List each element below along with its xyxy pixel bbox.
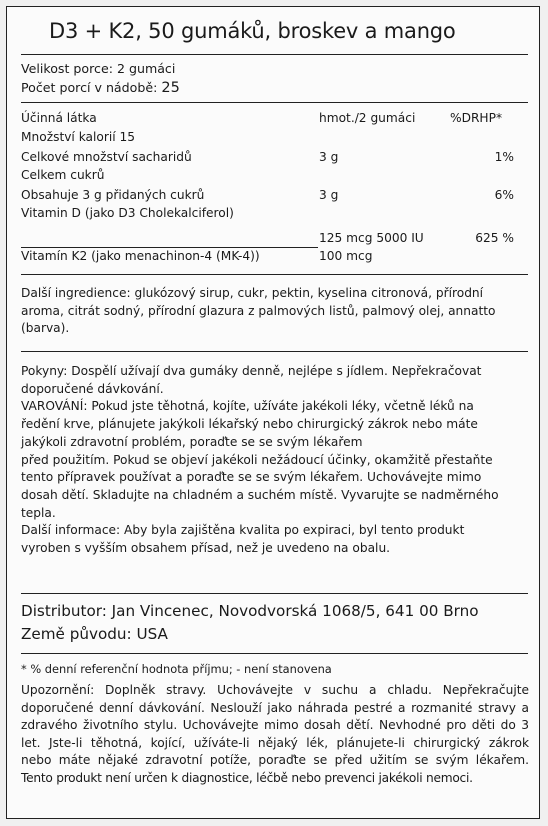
servings-value: 25: [161, 80, 180, 96]
distributor-line: Distributor: Jan Vincenec, Novodvorská 1068/5, 641 00 Brno: [21, 602, 479, 620]
notice-line: let. Jste-li těhotná, kojící, užíváte-li nějaký lék, plánujete-li chirurgický zákrok: [21, 735, 529, 750]
supplement-label: [6, 6, 540, 819]
nutrient-amount: 100 mcg: [319, 249, 373, 263]
servings-per-container: [21, 81, 180, 95]
divider: [21, 102, 528, 103]
instructions: [21, 363, 529, 558]
serving-size: Velikost porce: 2 gumáci: [21, 61, 176, 76]
notice-line: nebo máte nějaké zdravotní potíže, poraďte se před užitím se svým lékařem.: [21, 753, 529, 768]
nutrient-drhp: 625 %: [475, 231, 514, 245]
product-title: D3 + K2, 50 gumáků, broskev a mango: [49, 19, 456, 43]
divider: [21, 54, 528, 55]
notice-line: zdravého životního stylu. Uchovávejte mimo dosah dětí. Nevhodné pro děti do 3: [21, 718, 529, 733]
divider: [21, 593, 528, 594]
instructions-line: Pokyny: Dospělí užívají dva gumáky denně, nejlépe s jídlem. Nepřekračovat: [21, 364, 482, 378]
nutrient-amount: 3 g: [319, 150, 339, 164]
divider: [21, 274, 528, 275]
notice-line: Upozornění: Doplněk stravy. Uchovávejte v suchu a chladu. Nepřekračujte: [21, 683, 529, 697]
ingredients-line: (barva).: [21, 321, 70, 336]
divider: [21, 351, 528, 352]
instructions-line: VAROVÁNÍ: Pokud jste těhotná, kojíte, užíváte jakékoli léky, včetně léků na: [21, 399, 474, 414]
divider: [21, 247, 318, 248]
notice-line: doporučené denní dávkování. Neslouží jako náhrada pestré a rozmanité stravy a: [21, 700, 529, 715]
notice: [21, 682, 529, 788]
other-ingredients: [21, 285, 529, 338]
nutrient-name: Vitamin D (jako D3 Cholekalciferol): [21, 206, 234, 220]
nutrient-drhp: 1%: [494, 150, 514, 164]
header-drhp: %DRHP*: [450, 111, 503, 125]
country-of-origin: Země původu: USA: [21, 625, 168, 643]
notice-line: Tento produkt není určen k diagnostice, léčbě nebo prevenci jakékoli nemoci.: [21, 770, 473, 785]
instructions-line: vyroben s vyšším obsahem přísad, než je uvedeno na obalu.: [21, 541, 391, 556]
divider: [21, 653, 528, 654]
drhp-footnote: * % denní referenční hodnota příjmu; - není stanovena: [21, 662, 332, 676]
instructions-line: jakýkoli zdravotní problém, poraďte se se svým lékařem: [21, 434, 363, 449]
header-amount: hmot./2 gumáci: [319, 111, 416, 125]
instructions-line: doporučené dávkování.: [21, 381, 164, 396]
nutrient-name: Celkem cukrů: [21, 168, 105, 182]
nutrient-name: Obsahuje 3 g přidaných cukrů: [21, 188, 205, 202]
instructions-line: tento přípravek používat a poraďte se se svým lékařem. Uchovávejte mimo: [21, 470, 482, 485]
nutrient-amount: 125 mcg 5000 IU: [319, 231, 424, 245]
instructions-line: ředění krve, plánujete jakýkoli lékařský nebo chirurgický zákrok nebo máte: [21, 417, 478, 432]
instructions-line: dosah dětí. Skladujte na chladném a suchém místě. Vyvarujte se nadměrného: [21, 487, 499, 502]
ingredients-line: Další ingredience: glukózový sirup, cukr, pektin, kyselina citronová, přírodní: [21, 286, 484, 300]
instructions-line: tepla.: [21, 505, 56, 520]
nutrient-name: Množství kalorií 15: [21, 130, 136, 144]
nutrient-name: Vitamín K2 (jako menachinon-4 (MK-4)): [21, 249, 260, 263]
ingredients-line: aroma, citrát sodný, přírodní glazura z palmových listů, palmový olej, annatto: [21, 303, 496, 318]
header-ingredient: Účinná látka: [21, 111, 97, 125]
instructions-line: Další informace: Aby byla zajištěna kvalita po expiraci, byl tento produkt: [21, 523, 465, 538]
instructions-line: před použitím. Pokud se objeví jakékoli nežádoucí účinky, okamžitě přestaňte: [21, 452, 493, 467]
nutrient-name: Celkové množství sacharidů: [21, 150, 192, 164]
servings-label: Počet porcí v nádobě:: [21, 80, 162, 95]
nutrient-amount: 3 g: [319, 188, 339, 202]
nutrient-drhp: 6%: [494, 188, 514, 202]
